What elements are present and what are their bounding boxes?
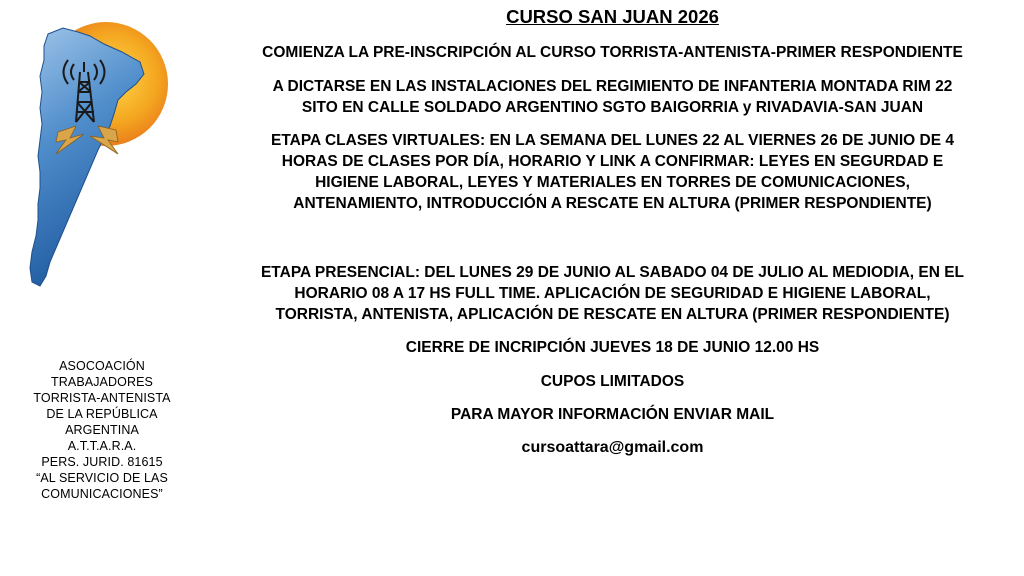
map-shape	[30, 28, 144, 286]
page-title: CURSO SAN JUAN 2026	[506, 6, 719, 27]
org-line: ARGENTINA	[65, 423, 139, 437]
capacity-notice: CUPOS LIMITADOS	[540, 373, 685, 390]
announcement	[205, 4, 1020, 458]
virtual-stage-paragraph	[205, 130, 1020, 214]
headline: COMIENZA LA PRE-INSCRIPCIÓN AL CURSO TORRISTA-ANTENISTA-PRIMER RESPONDIENTE	[262, 44, 963, 61]
presencial-line: HORARIO 08 A 17 HS FULL TIME. APLICACIÓN DE SEGURIDAD E HIGIENE LABORAL,	[294, 285, 931, 302]
info-notice: PARA MAYOR INFORMACIÓN ENVIAR MAIL	[450, 406, 775, 423]
registration-deadline: CIERRE DE INCRIPCIÓN JUEVES 18 DE JUNIO 12.00 HS	[405, 339, 820, 356]
virtual-line: HORAS DE CLASES POR DÍA, HORARIO Y LINK A CONFIRMAR: LEYES EN SEGURDAD E	[281, 153, 944, 170]
virtual-line: HIGIENE LABORAL, LEYES Y MATERIALES EN TORRES DE COMUNICACIONES,	[315, 174, 910, 191]
location-paragraph	[205, 76, 1020, 118]
virtual-line: ETAPA CLASES VIRTUALES: EN LA SEMANA DEL LUNES 22 AL VIERNES 26 DE JUNIO DE 4	[271, 132, 954, 149]
org-line: DE LA REPÚBLICA	[46, 407, 158, 421]
organization-info	[22, 358, 182, 502]
virtual-line: ANTENAMIENTO, INTRODUCCIÓN A RESCATE EN ALTURA (PRIMER RESPONDIENTE)	[293, 195, 932, 212]
org-line: A.T.T.A.R.A.	[67, 439, 137, 453]
org-line: PERS. JURID. 81615	[41, 455, 163, 469]
location-line: A DICTARSE EN LAS INSTALACIONES DEL REGIMIENTO DE INFANTERIA MONTADA RIM 22	[272, 78, 953, 95]
presencial-line: TORRISTA, ANTENISTA, APLICACIÓN DE RESCATE EN ALTURA (PRIMER RESPONDIENTE)	[275, 306, 950, 323]
argentina-map-tower-logo-icon	[18, 14, 168, 314]
location-line: SITO EN CALLE SOLDADO ARGENTINO SGTO BAIGORRIA y RIVADAVIA-SAN JUAN	[301, 99, 924, 116]
presencial-line: ETAPA PRESENCIAL: DEL LUNES 29 DE JUNIO AL SABADO 04 DE JULIO AL MEDIODIA, EN EL	[260, 264, 965, 281]
organization-logo	[18, 14, 168, 314]
org-line: “AL SERVICIO DE LAS	[36, 471, 168, 485]
contact-email: cursoattara@gmail.com	[521, 439, 704, 456]
org-line: COMUNICACIONES”	[41, 487, 163, 501]
org-line: TRABAJADORES	[51, 375, 153, 389]
org-line: TORRISTA-ANTENISTA	[33, 391, 171, 405]
org-line: ASOCOACIÓN	[59, 359, 145, 373]
presencial-stage-paragraph	[205, 262, 1020, 325]
